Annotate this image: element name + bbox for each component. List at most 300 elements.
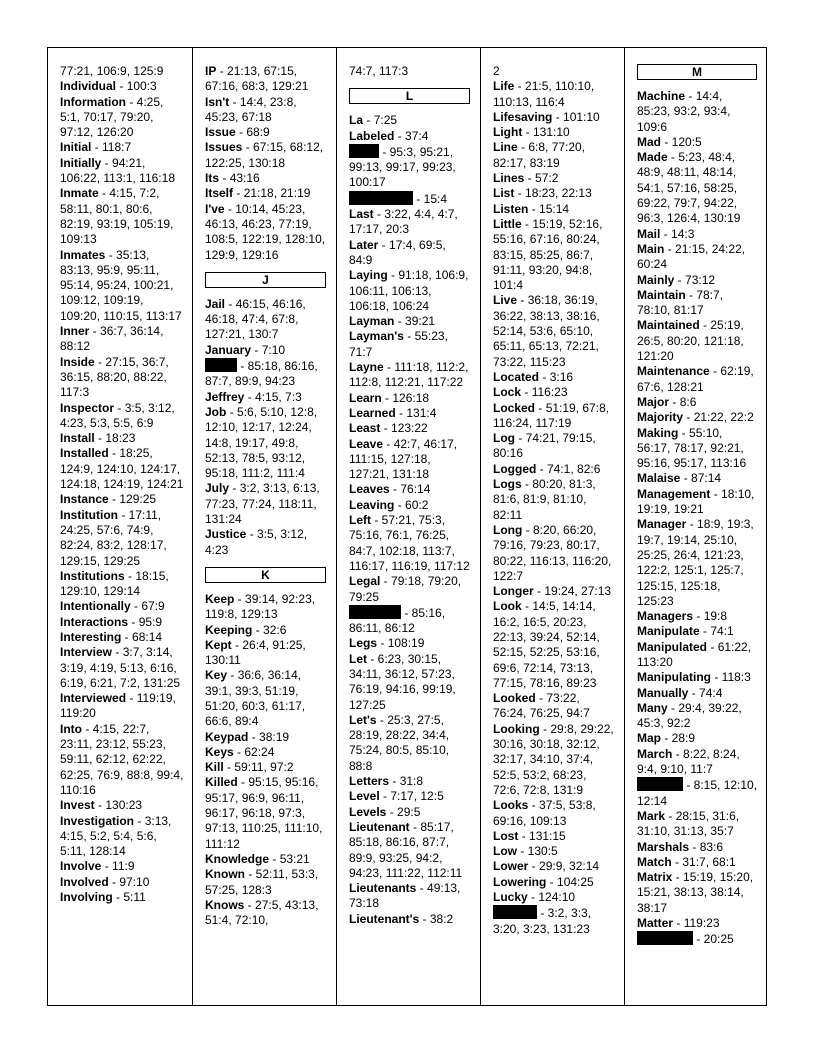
index-term: Lines	[493, 171, 525, 186]
page-line-references: 101:10	[563, 109, 600, 124]
index-term: Legal	[349, 574, 381, 589]
page-line-references: 21:13, 67:15, 67:16, 68:3, 129:21	[205, 64, 309, 94]
index-entry: Installed - 18:25, 124:9, 124:10, 124:17, 124:18, 124:19, 124:21	[60, 446, 184, 492]
index-entry: I've - 10:14, 45:23, 46:13, 46:23, 77:19, 108:5, 122:19, 128:10, 129:9, 129:16	[205, 201, 326, 262]
index-entry: Job - 5:6, 5:10, 12:8, 12:10, 12:17, 12:24, 14:8, 19:17, 49:8, 52:13, 78:5, 93:12, 95:18, 111:2, 111:4	[205, 404, 318, 481]
index-term: Making	[637, 425, 679, 440]
index-entry: Known - 52:11, 53:3, 57:25, 128:3	[205, 867, 319, 897]
index-entry: Little - 15:19, 52:16, 55:16, 67:16, 80:24, 83:15, 85:25, 86:7, 91:11, 93:20, 94:8, 101:4	[493, 216, 603, 293]
index-entry: Initially - 94:21, 106:22, 113:1, 116:18	[60, 155, 175, 186]
index-entry: Jeffrey - 4:15, 7:3	[205, 389, 302, 404]
index-entry: Main - 21:15, 24:22, 60:24	[637, 241, 746, 272]
index-entry: Interviewed - 119:19, 119:20	[60, 691, 176, 721]
index-entry	[493, 64, 616, 79]
index-term: Kept	[205, 637, 232, 652]
index-term: Its	[205, 171, 220, 186]
page-line-references: 74:7, 117:3	[349, 64, 409, 78]
page-line-references: 21:22, 22:2	[693, 410, 754, 425]
index-term: Live	[493, 293, 518, 308]
page-line-references: 36:18, 36:19, 36:22, 38:13, 38:16, 52:14, 53:6, 65:10, 65:11, 65:13, 72:21, 73:22, 115:23	[493, 293, 600, 369]
index-entry: - 20:25	[637, 931, 759, 947]
index-entry: Level - 7:17, 12:5	[349, 789, 444, 804]
page-line-references: 131:15	[529, 828, 566, 843]
index-term: Leaving	[349, 497, 395, 512]
index-entry: Interview - 3:7, 3:14, 3:19, 4:19, 5:13, 6:16, 6:19, 6:21, 7:2, 131:25	[60, 645, 181, 690]
page-line-references: 67:15, 68:12, 122:25, 130:18	[205, 140, 324, 170]
index-term: Investigation	[60, 813, 135, 828]
page-line-references: 52:11, 53:3, 57:25, 128:3	[205, 867, 319, 897]
index-entry: Involved - 97:10	[60, 874, 150, 889]
page-line-references: 14:4, 23:8, 45:23, 67:18	[205, 94, 297, 124]
index-entry: March - 8:22, 8:24, 9:4, 9:10, 11:7	[637, 746, 740, 777]
index-entry: Lieutenants - 49:13, 73:18	[349, 881, 461, 911]
index-term: January	[205, 342, 252, 357]
index-term: Light	[493, 125, 523, 140]
page-line-references: 27:15, 36:7, 36:15, 88:20, 88:22, 117:3	[60, 354, 169, 400]
index-term: Learned	[349, 405, 396, 420]
index-term: Inner	[60, 324, 90, 339]
index-entry: Lieutenant's - 38:2	[349, 911, 454, 926]
page-line-references: 77:21, 106:9, 125:9	[60, 64, 164, 78]
index-term: Keep	[205, 591, 235, 606]
index-entry: Looking - 29:8, 29:22, 30:16, 30:18, 32:12, 32:17, 34:10, 37:4, 52:5, 53:2, 68:23, 72:6, 72:8, 131:9	[493, 721, 614, 797]
page-line-references: 131:4	[406, 405, 437, 420]
page-line-references: 55:10, 56:17, 78:17, 92:21, 95:16, 95:17, 113:16	[637, 425, 747, 471]
index-term: Maintenance	[637, 364, 710, 379]
index-entry: Levels - 29:5	[349, 804, 421, 819]
index-entry: Keep - 39:14, 92:23, 119:8, 129:13	[205, 591, 316, 622]
index-term: Interesting	[60, 629, 122, 644]
index-term: Key	[205, 668, 228, 683]
index-entry: Later - 17:4, 69:5, 84:9	[349, 237, 446, 267]
index-entry: Learn - 126:18	[349, 390, 430, 405]
page-line-references: 3:2, 3:3, 3:20, 3:23, 131:23	[493, 906, 592, 936]
index-entry: Key - 36:6, 36:14, 39:1, 39:3, 51:19, 51:20, 60:3, 61:17, 66:6, 89:4	[205, 668, 306, 729]
index-entry: Legs - 108:19	[349, 636, 425, 651]
index-entry: Instance - 129:25	[60, 492, 157, 507]
index-term: Listen	[493, 201, 529, 216]
index-entry: Investigation - 3:13, 4:15, 5:2, 5:4, 5:6, 5:11, 128:14	[60, 813, 172, 859]
page-line-references: 5:11	[123, 890, 146, 905]
redaction-bar	[349, 605, 401, 619]
index-term: Matter	[637, 916, 674, 931]
index-term: Involve	[60, 859, 102, 874]
index-term: Job	[205, 404, 227, 419]
index-entry: Intentionally - 67:9	[60, 599, 165, 614]
index-entry: Kill - 59:11, 97:2	[205, 760, 294, 775]
index-term: Major	[637, 394, 670, 409]
page-line-references: 78:7, 78:10, 81:17	[637, 287, 724, 318]
index-term: Lieutenant's	[349, 911, 420, 926]
index-term: Line	[493, 140, 518, 155]
index-term: Long	[493, 522, 523, 537]
index-entry: Its - 43:16	[205, 171, 260, 186]
index-term: Involved	[60, 874, 109, 889]
index-term: Life	[493, 79, 515, 94]
page-line-references: 15:19, 52:16, 55:16, 67:16, 80:24, 83:15, 85:25, 86:7, 91:11, 93:20, 94:8, 101:4	[493, 216, 603, 293]
index-term: Mad	[637, 134, 661, 149]
index-entry: Lines - 57:2	[493, 171, 559, 186]
index-entry: Initial - 118:7	[60, 140, 132, 155]
page-line-references: 4:15, 22:7, 23:11, 23:12, 55:23, 59:11, 62:12, 62:22, 62:25, 76:9, 88:8, 99:4, 110:16	[60, 721, 184, 797]
page-line-references: 126:18	[392, 390, 430, 405]
index-entry: Manipulating - 118:3	[637, 670, 751, 685]
index-entry: Killed - 95:15, 95:16, 95:17, 96:9, 96:11, 96:17, 96:18, 97:3, 97:13, 110:25, 111:10, 111:12	[205, 775, 323, 851]
index-entry: Itself - 21:18, 21:19	[205, 186, 311, 201]
index-entry: Laying - 91:18, 106:9, 106:11, 106:13, 106:18, 106:24	[349, 268, 469, 313]
index-entry: Knowledge - 53:21	[205, 851, 310, 866]
page-line-references: 46:15, 46:16, 46:18, 47:4, 67:8, 127:21, 130:7	[205, 296, 306, 342]
index-term: Layne	[349, 360, 384, 375]
index-entry: Into - 4:15, 22:7, 23:11, 23:12, 55:23, 59:11, 62:12, 62:22, 62:25, 76:9, 88:8, 99:4, 110:16	[60, 721, 184, 797]
index-term: Institution	[60, 507, 118, 522]
page-line-references: 67:9	[141, 599, 165, 614]
page-line-references: 104:25	[557, 874, 594, 889]
section-letter-header: L	[349, 88, 470, 104]
index-term: Isn't	[205, 94, 230, 109]
page-line-references: 111:18, 112:2, 112:8, 112:21, 117:22	[349, 360, 469, 390]
index-term: Intentionally	[60, 599, 131, 614]
index-entry: Letters - 31:8	[349, 774, 424, 789]
index-entry: Keypad - 38:19	[205, 729, 290, 744]
index-entry: Leave - 42:7, 46:17, 111:15, 127:18, 127:21, 131:18	[349, 436, 458, 482]
index-term: Institutions	[60, 568, 125, 583]
index-entry: Information - 4:25, 5:1, 70:17, 79:20, 97:12, 126:20	[60, 94, 164, 140]
index-term: Lifesaving	[493, 109, 553, 124]
page-line-references: 29:4, 39:22, 45:3, 92:2	[637, 700, 742, 731]
index-term: Individual	[60, 79, 117, 94]
index-entry: Issues - 67:15, 68:12, 122:25, 130:18	[205, 140, 324, 170]
page-line-references: 97:10	[119, 874, 150, 889]
page-line-references: 38:19	[259, 729, 290, 744]
index-entry: Involving - 5:11	[60, 890, 146, 905]
index-entry: Managers - 19:8	[637, 609, 728, 624]
index-term: Layman's	[349, 329, 404, 344]
index-term: Maintain	[637, 287, 686, 302]
index-entry: Maintained - 25:19, 26:5, 80:20, 121:18, 121:20	[637, 318, 744, 364]
page-line-references: 35:13, 83:13, 95:9, 95:11, 95:14, 95:24, 100:21, 109:12, 109:19, 109:20, 110:15, 113:17	[60, 247, 182, 323]
index-term: Longer	[493, 584, 534, 599]
index-entry: Let - 6:23, 30:15, 34:11, 36:12, 57:23, 76:19, 94:16, 99:19, 127:25	[349, 651, 456, 712]
index-term: March	[637, 746, 673, 761]
page-line-references: 42:7, 46:17, 111:15, 127:18, 127:21, 131:18	[349, 436, 458, 482]
redaction-bar	[637, 931, 693, 945]
index-entry: Manipulate - 74:1	[637, 624, 734, 639]
index-entry: Jail - 46:15, 46:16, 46:18, 47:4, 67:8, 127:21, 130:7	[205, 296, 306, 342]
index-term: Interviewed	[60, 691, 127, 706]
index-term: Looking	[493, 721, 540, 736]
index-term: Match	[637, 854, 672, 869]
index-term: Logs	[493, 477, 522, 492]
index-entry: Match - 31:7, 68:1	[637, 854, 736, 869]
index-term: Manipulating	[637, 670, 711, 685]
page-line-references: 6:23, 30:15, 34:11, 36:12, 57:23, 76:19, 94:16, 99:19, 127:25	[349, 651, 456, 712]
index-term: Kill	[205, 760, 224, 775]
index-term: Labeled	[349, 128, 395, 143]
page-line-references: 60:2	[405, 497, 429, 512]
page-line-references: 18:23, 22:13	[525, 186, 592, 201]
index-entry: Inside - 27:15, 36:7, 36:15, 88:20, 88:22, 117:3	[60, 354, 169, 400]
index-entry: Looked - 73:22, 76:24, 76:25, 94:7	[493, 691, 590, 721]
page-line-references: 14:4, 85:23, 93:2, 93:4, 109:6	[637, 89, 731, 134]
index-term: List	[493, 186, 515, 201]
page-line-references: 3:22, 4:4, 4:7, 17:17, 20:3	[349, 207, 458, 237]
page-line-references: 53:21	[279, 851, 310, 866]
index-entry: Logs - 80:20, 81:3, 81:6, 81:9, 81:10, 82:11	[493, 477, 596, 522]
page-line-references: 31:8	[399, 774, 424, 789]
index-entry: Management - 18:10, 19:19, 19:21	[637, 486, 755, 517]
index-term: Malaise	[637, 471, 681, 486]
index-entry: Lower - 29:9, 32:14	[493, 859, 600, 874]
page-line-references: 74:1, 82:6	[547, 461, 601, 476]
index-term: Look	[493, 599, 522, 614]
index-entry: Invest - 130:23	[60, 798, 143, 813]
index-term: Killed	[205, 775, 238, 790]
index-term: Later	[349, 237, 379, 252]
section-letter-header: M	[637, 64, 757, 80]
index-term: Mark	[637, 808, 666, 823]
page-line-references: 18:25, 124:9, 124:10, 124:17, 124:18, 124:19, 124:21	[60, 446, 184, 492]
page-line-references: 85:17, 85:18, 86:16, 87:7, 89:9, 93:25, 94:2, 94:23, 111:22, 112:11	[349, 819, 463, 880]
index-entry: Mark - 28:15, 31:6, 31:10, 31:13, 35:7	[637, 808, 740, 839]
page-line-references: 59:11, 97:2	[234, 760, 294, 775]
page-line-references: 73:12	[685, 272, 716, 287]
index-entry: Low - 130:5	[493, 844, 558, 859]
index-entry: La - 7:25	[349, 113, 398, 128]
page-line-references: 55:23, 71:7	[349, 329, 448, 359]
redaction-bar	[493, 905, 537, 919]
section-letter-header: K	[205, 567, 326, 583]
page-line-references: 3:7, 3:14, 3:19, 4:19, 5:13, 6:16, 6:19, 6:21, 7:2, 131:25	[60, 645, 181, 690]
index-term: Leaves	[349, 482, 390, 497]
index-entry: Looks - 37:5, 53:8, 69:16, 109:13	[493, 798, 596, 828]
page-line-references: 18:23	[105, 431, 136, 446]
page-line-references: 5:6, 5:10, 12:8, 12:10, 12:17, 12:24, 14:8, 19:17, 49:8, 52:13, 78:5, 93:12, 95:18, 111:2, 111:4	[205, 404, 318, 481]
index-term: Locked	[493, 400, 536, 415]
page-line-references: 85:16, 86:11, 86:12	[349, 605, 446, 636]
page-line-references: 120:5	[671, 134, 702, 149]
index-entry: Logged - 74:1, 82:6	[493, 461, 601, 476]
index-entry: Life - 21:5, 110:10, 110:13, 116:4	[493, 79, 595, 109]
index-term: Level	[349, 789, 380, 804]
index-term: Into	[60, 721, 82, 736]
index-entry: Lowering - 104:25	[493, 874, 594, 889]
page-line-references: 39:14, 92:23, 119:8, 129:13	[205, 591, 316, 622]
index-column-5	[624, 48, 767, 1005]
index-entry: Inmates - 35:13, 83:13, 95:9, 95:11, 95:14, 95:24, 100:21, 109:12, 109:19, 109:20, 110:15, 113:17	[60, 247, 182, 323]
page-line-references: 36:7, 36:14, 88:12	[60, 324, 164, 354]
index-term: Management	[637, 486, 711, 501]
page-line-references: 19:24, 27:13	[544, 584, 612, 599]
index-term: Lucky	[493, 890, 528, 905]
page-line-references: 73:22, 76:24, 76:25, 94:7	[493, 691, 590, 721]
page-line-references: 116:23	[531, 385, 568, 400]
index-entry: Last - 3:22, 4:4, 4:7, 17:17, 20:3	[349, 207, 458, 237]
index-entry: Let's - 25:3, 27:5, 28:19, 28:22, 34:4, 75:24, 80:5, 85:10, 88:8	[349, 712, 450, 773]
page-line-references: 8:22, 8:24, 9:4, 9:10, 11:7	[637, 746, 740, 777]
index-entry: Legal - 79:18, 79:20, 79:25	[349, 574, 462, 604]
page-line-references: 25:3, 27:5, 28:19, 28:22, 34:4, 75:24, 80:5, 85:10, 88:8	[349, 712, 450, 773]
page-line-references: 95:9	[138, 614, 163, 629]
index-term: Manipulate	[637, 624, 700, 639]
page-line-references: 26:4, 91:25, 130:11	[205, 637, 306, 668]
page-line-references: 124:10	[538, 890, 576, 905]
page-line-references: 130:23	[105, 798, 143, 813]
index-term: Issue	[205, 125, 236, 140]
index-column-1	[48, 48, 192, 1005]
index-term: Let's	[349, 712, 377, 727]
index-entry: - 95:3, 95:21, 99:13, 99:17, 99:23, 100:17	[349, 144, 456, 190]
index-term: Least	[349, 421, 381, 436]
page-line-references: 38:2	[429, 911, 454, 926]
index-term: Installed	[60, 446, 109, 461]
page-line-references: 20:25	[703, 932, 734, 947]
index-entry: Involve - 11:9	[60, 859, 135, 874]
index-entry: Institution - 17:11, 24:25, 57:6, 74:9, 82:24, 83:2, 128:17, 129:15, 129:25	[60, 507, 167, 568]
index-term: Learn	[349, 390, 382, 405]
page-line-references: 61:22, 113:20	[637, 639, 752, 669]
index-term: Install	[60, 431, 95, 446]
page-line-references: 28:9	[671, 731, 696, 746]
page-line-references: 119:19, 119:20	[60, 691, 176, 721]
page-line-references: 28:15, 31:6, 31:10, 31:13, 35:7	[637, 808, 740, 839]
index-entry: Mad - 120:5	[637, 134, 702, 149]
index-entry: Look - 14:5, 14:14, 16:2, 16:5, 20:23, 22:13, 39:24, 52:14, 52:15, 52:25, 53:16, 69:6, 72:14, 73:13, 77:15, 78:16, 89:23	[493, 599, 600, 690]
page-line-references: 68:9	[246, 125, 270, 140]
page-line-references: 5:23, 48:4, 48:9, 48:11, 48:14, 54:1, 57:16, 58:25, 69:22, 79:7, 94:22, 96:3, 126:4, 130:19	[637, 150, 741, 226]
index-entry: Mail - 14:3	[637, 226, 695, 241]
index-entry: Individual - 100:3	[60, 79, 157, 94]
index-term: Lieutenants	[349, 881, 417, 896]
index-entry: Layne - 111:18, 112:2, 112:8, 112:21, 117:22	[349, 360, 469, 390]
index-entry: - 15:4	[349, 191, 472, 207]
index-term: Machine	[637, 89, 686, 103]
index-entry: Light - 131:10	[493, 125, 570, 140]
index-entry: Leaves - 76:14	[349, 482, 431, 497]
index-term: July	[205, 481, 230, 496]
index-entry: IP - 21:13, 67:15, 67:16, 68:3, 129:21	[205, 64, 309, 94]
index-term: Keeping	[205, 622, 253, 637]
page-line-references: 7:25	[373, 113, 398, 128]
page-line-references: 80:20, 81:3, 81:6, 81:9, 81:10, 82:11	[493, 477, 596, 522]
index-page	[47, 47, 767, 1006]
page-line-references: 21:5, 110:10, 110:13, 116:4	[493, 79, 595, 109]
page-line-references: 8:6	[679, 394, 697, 409]
page-line-references: 91:18, 106:9, 106:11, 106:13, 106:18, 106:24	[349, 268, 469, 313]
redaction-bar	[349, 144, 379, 158]
index-term: Lock	[493, 385, 522, 400]
index-term: Map	[637, 731, 661, 746]
index-entry: Listen - 15:14	[493, 201, 570, 216]
index-entry: Learned - 131:4	[349, 405, 437, 420]
index-term: Initially	[60, 155, 102, 170]
index-entry: Institutions - 18:15, 129:10, 129:14	[60, 568, 169, 599]
page-line-references: 119:23	[683, 916, 720, 931]
index-entry: Making - 55:10, 56:17, 78:17, 92:21, 95:16, 95:17, 113:16	[637, 425, 747, 471]
page-line-references: 74:4	[699, 685, 723, 700]
index-entry: Matrix - 15:19, 15:20, 15:21, 38:13, 38:14, 38:17	[637, 870, 754, 915]
index-term: Legs	[349, 636, 378, 651]
index-entry: Locked - 51:19, 67:8, 116:24, 117:19	[493, 400, 610, 430]
index-term: Low	[493, 844, 517, 859]
index-entry: Inmate - 4:15, 7:2, 58:11, 80:1, 80:6, 82:19, 93:19, 105:19, 109:13	[60, 186, 174, 247]
index-entry: Least - 123:22	[349, 421, 428, 436]
page-line-references: 39:21	[405, 314, 436, 329]
index-entry: - 8:15, 12:10, 12:14	[637, 778, 758, 808]
index-entry: Keys - 62:24	[205, 744, 275, 759]
page-line-references: 10:14, 45:23, 46:13, 46:23, 77:19, 108:5, 122:19, 128:10, 129:9, 129:16	[205, 201, 326, 262]
page-line-references: 7:10	[261, 342, 286, 357]
page-line-references: 7:17, 12:5	[390, 789, 444, 804]
index-entry: Major - 8:6	[637, 394, 697, 409]
redaction-bar	[637, 777, 683, 791]
index-entry: Made - 5:23, 48:4, 48:9, 48:11, 48:14, 54:1, 57:16, 58:25, 69:22, 79:7, 94:22, 96:3, 126:4, 130:19	[637, 150, 741, 226]
index-entry: Long - 8:20, 66:20, 79:16, 79:23, 80:17, 80:22, 116:13, 116:20, 122:7	[493, 522, 612, 583]
page-line-references: 57:21, 75:3, 75:16, 76:1, 76:25, 84:7, 102:18, 113:7, 116:17, 116:19, 117:12	[349, 513, 470, 573]
page-line-references: 14:5, 14:14, 16:2, 16:5, 20:23, 22:13, 39:24, 52:14, 52:15, 52:25, 53:16, 69:6, 72:14, 73:13, 77:15, 78:16, 89:23	[493, 599, 600, 690]
index-entry: Maintain - 78:7, 78:10, 81:17	[637, 287, 724, 318]
index-term: Managers	[637, 609, 694, 624]
page-line-references: 6:8, 77:20, 82:17, 83:19	[493, 140, 586, 170]
index-term: Itself	[205, 186, 234, 201]
page-line-references: 4:15, 7:2, 58:11, 80:1, 80:6, 82:19, 93:19, 105:19, 109:13	[60, 186, 174, 247]
page-line-references: 36:6, 36:14, 39:1, 39:3, 51:19, 51:20, 60:3, 61:17, 66:6, 89:4	[205, 668, 306, 729]
index-entry: Kept - 26:4, 91:25, 130:11	[205, 637, 306, 668]
page-line-references: 31:7, 68:1	[682, 854, 736, 869]
index-term: Information	[60, 94, 126, 109]
index-term: Last	[349, 207, 374, 222]
index-term: Letters	[349, 774, 390, 789]
index-term: Made	[637, 150, 668, 165]
index-term: Many	[637, 700, 668, 715]
page-line-references: 100:3	[126, 79, 157, 94]
page-line-references: 3:16	[549, 369, 574, 384]
index-term: Mainly	[637, 272, 675, 287]
index-column-4	[480, 48, 624, 1005]
index-entry: Malaise - 87:14	[637, 471, 722, 486]
index-entry: Lost - 131:15	[493, 828, 566, 843]
page-line-references: 3:5, 3:12, 4:23, 5:3, 5:5, 6:9	[60, 400, 175, 430]
page-line-references: 14:3	[671, 226, 695, 241]
index-term: Lower	[493, 859, 529, 874]
page-line-references: 3:13, 4:15, 5:2, 5:4, 5:6, 5:11, 128:14	[60, 813, 172, 859]
index-entry: Majority - 21:22, 22:2	[637, 410, 754, 425]
index-entry: Manager - 18:9, 19:3, 19:7, 19:14, 25:10, 25:25, 26:4, 121:23, 122:2, 125:1, 125:7, 125:15, 125:18, 125:23	[637, 517, 754, 608]
page-line-references: 85:18, 86:16, 87:7, 89:9, 94:23	[205, 359, 318, 389]
index-term: Levels	[349, 804, 387, 819]
page-line-references: 11:9	[112, 859, 135, 874]
index-entry: Lucky - 124:10	[493, 890, 576, 905]
index-column-2	[192, 48, 336, 1005]
page-line-references: 2	[493, 64, 500, 78]
page-line-references: 130:5	[527, 844, 558, 859]
index-term: Keypad	[205, 729, 249, 744]
page-line-references: 8:15, 12:10, 12:14	[637, 778, 758, 808]
index-entry: Inner - 36:7, 36:14, 88:12	[60, 324, 164, 354]
index-term: Lost	[493, 828, 519, 843]
index-term: Keys	[205, 744, 234, 759]
index-entry: Manipulated - 61:22, 113:20	[637, 639, 752, 669]
index-term: Initial	[60, 140, 92, 155]
index-term: Log	[493, 431, 515, 446]
page-line-references: 123:22	[391, 421, 428, 436]
page-line-references: 118:3	[721, 670, 751, 685]
index-term: Known	[205, 867, 245, 882]
page-line-references: 83:6	[699, 839, 724, 854]
index-entry: - 85:16, 86:11, 86:12	[349, 605, 446, 636]
page-line-references: 25:19, 26:5, 80:20, 121:18, 121:20	[637, 318, 744, 364]
index-entry: Interactions - 95:9	[60, 614, 163, 629]
